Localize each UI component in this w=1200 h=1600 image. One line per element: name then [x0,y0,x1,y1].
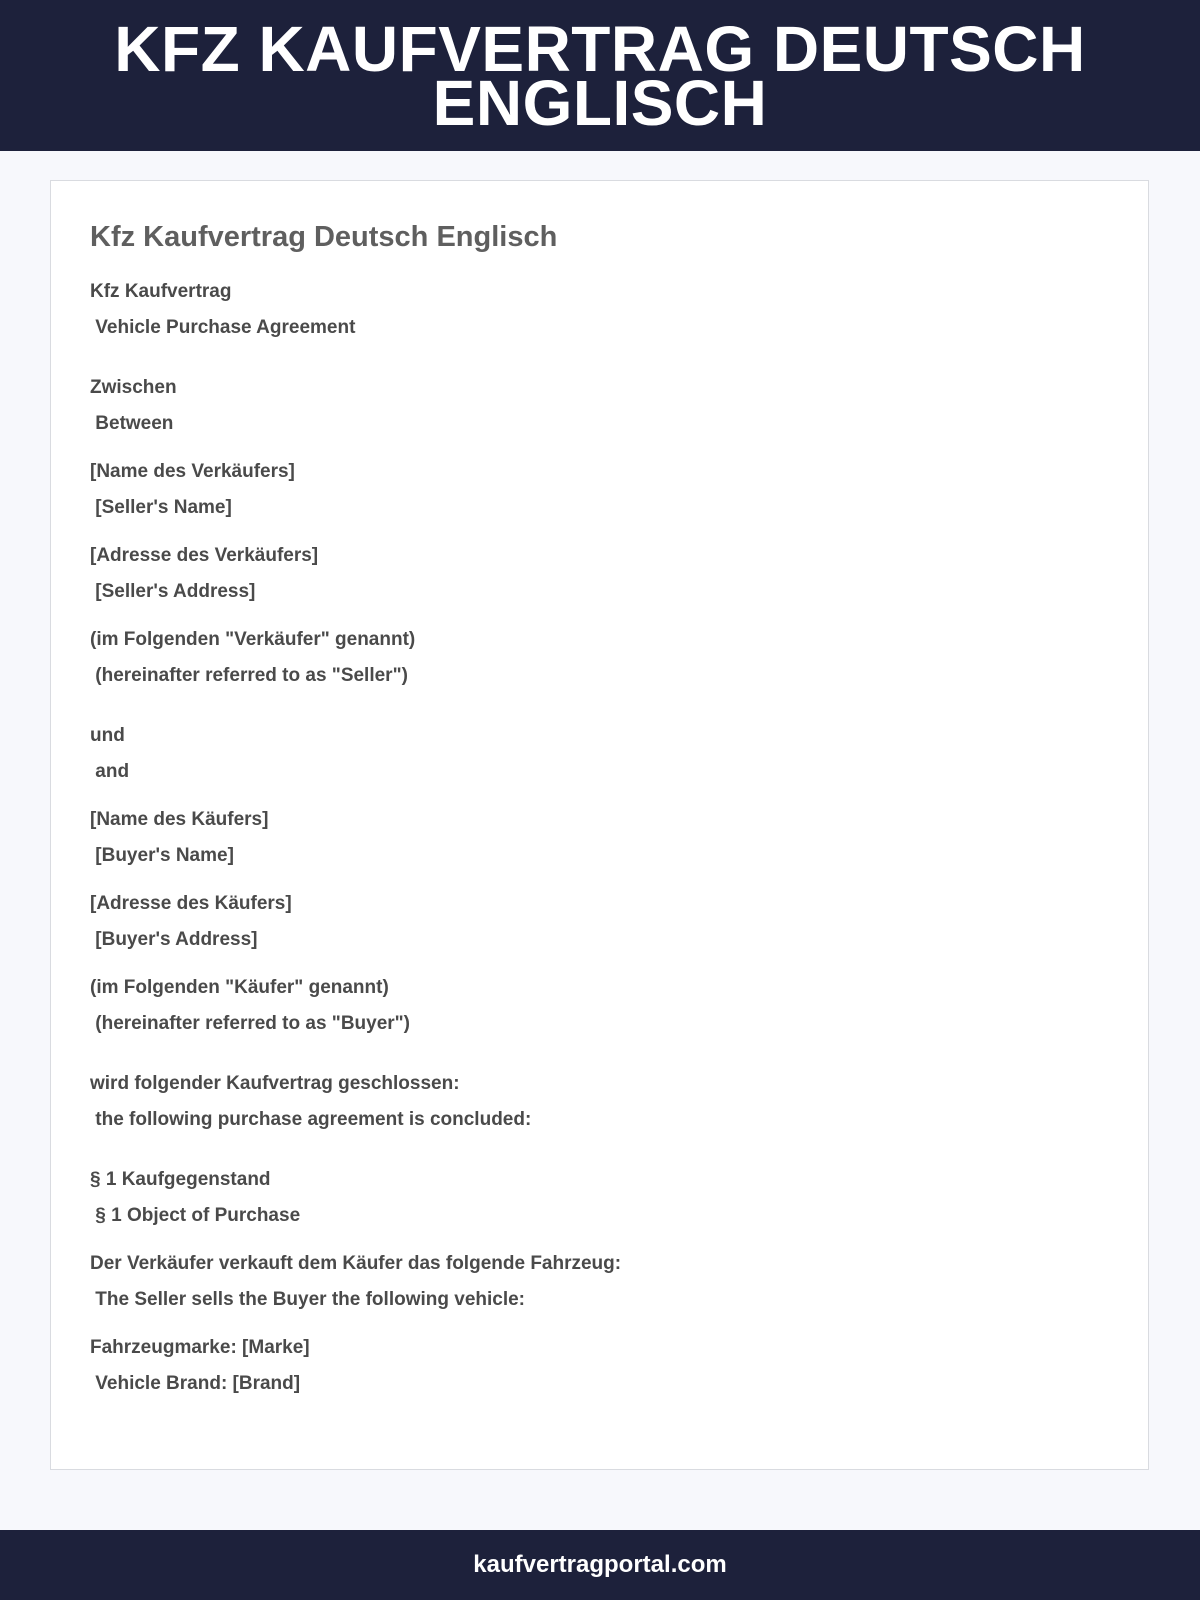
entry-english: (hereinafter referred to as "Buyer") [90,1013,411,1034]
entry-german: [Name des Verkäufers] [90,461,295,482]
entry-conclusion [90,1072,1090,1132]
entry-buyer-address [90,892,1090,952]
page-title: KFZ KAUFVERTRAG DEUTSCH ENGLISCH [114,12,1086,139]
entry-english: (hereinafter referred to as "Seller") [90,665,408,686]
entry-english: Between [90,413,174,434]
page-header [0,0,1200,151]
entry-german: [Adresse des Verkäufers] [90,545,319,566]
entry-agreement-title [90,280,1090,340]
page-footer [0,1530,1200,1600]
entry-seller-address [90,544,1090,604]
entry-german: und [90,725,125,746]
entry-english: Vehicle Purchase Agreement [90,317,356,338]
entry-seller-reference [90,628,1090,688]
entry-buyer-reference [90,976,1090,1036]
entry-german: (im Folgenden "Käufer" genannt) [90,977,389,998]
entry-german: (im Folgenden "Verkäufer" genannt) [90,629,416,650]
entry-english: The Seller sells the Buyer the following vehicle: [90,1289,526,1310]
entry-english: Vehicle Brand: [Brand] [90,1373,301,1394]
entry-german: wird folgender Kaufvertrag geschlossen: [90,1073,460,1094]
footer-site-name: kaufvertragportal.com [473,1551,727,1578]
entry-between [90,376,1090,436]
entry-buyer-name [90,808,1090,868]
entry-german: Fahrzeugmarke: [Marke] [90,1337,310,1358]
entry-section-1-intro [90,1252,1090,1312]
entry-section-1-heading [90,1168,1090,1228]
entry-german: Der Verkäufer verkauft dem Käufer das folgende Fahrzeug: [90,1253,622,1274]
entry-and [90,724,1090,784]
entry-english: [Buyer's Address] [90,929,258,950]
document-card [50,180,1149,1470]
document-body [90,280,1090,1396]
entry-english: [Seller's Name] [90,497,232,518]
entry-german: [Name des Käufers] [90,809,269,830]
entry-english: the following purchase agreement is concluded: [90,1109,532,1130]
entry-english: [Buyer's Name] [90,845,234,866]
entry-english: and [90,761,130,782]
entry-english: § 1 Object of Purchase [90,1205,301,1226]
entry-english: [Seller's Address] [90,581,256,602]
entry-seller-name [90,460,1090,520]
entry-german: § 1 Kaufgegenstand [90,1169,271,1190]
document-title: Kfz Kaufvertrag Deutsch Englisch [90,221,558,253]
entry-vehicle-brand [90,1336,1090,1396]
entry-german: [Adresse des Käufers] [90,893,292,914]
entry-german: Zwischen [90,377,177,398]
entry-german: Kfz Kaufvertrag [90,281,232,302]
